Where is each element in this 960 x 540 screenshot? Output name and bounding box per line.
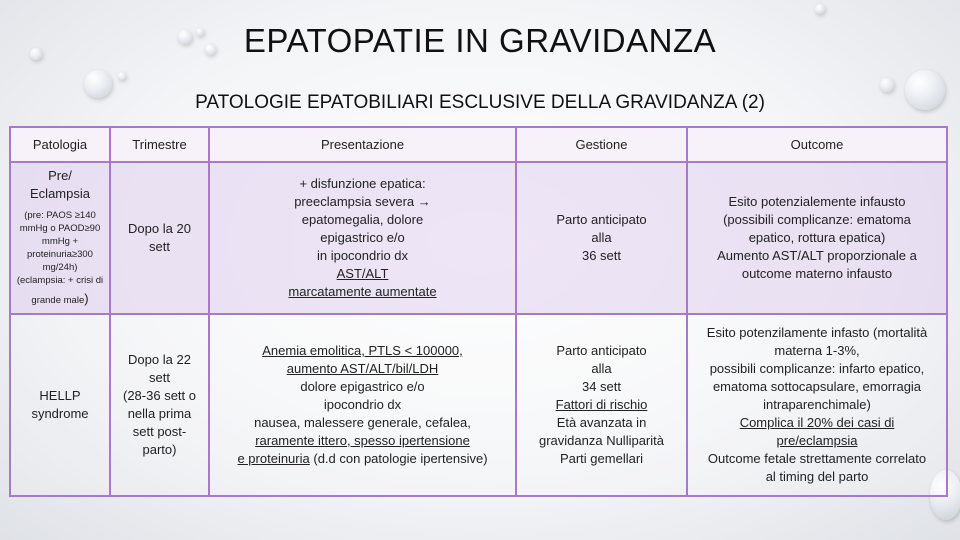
criteria-text: mmHg + <box>41 235 79 247</box>
presentazione-text: (d.d con patologie ipertensive) <box>309 451 488 466</box>
slide-subtitle: PATOLOGIE EPATOBILIARI ESCLUSIVE DELLA GRAVIDANZA (2) <box>195 92 765 113</box>
outcome-text: Outcome fetale strettamente correlato <box>707 451 927 466</box>
outcome-text: ematoma sottocapsulare, emorragia <box>712 379 922 394</box>
outcome-text: possibili complicanze: infarto epatico, <box>709 361 925 376</box>
presentazione-text: marcatamente aumentate <box>288 284 437 299</box>
presentazione-text: nausea, malessere generale, cefalea, <box>254 415 471 430</box>
cell-presentazione <box>209 162 516 314</box>
cell-trimestre <box>110 162 209 314</box>
cell-outcome <box>687 314 947 496</box>
presentazione-text: epatomegalia, dolore <box>301 212 424 227</box>
gestione-text: gravidanza Nulliparità <box>538 433 664 448</box>
gestione-text: alla <box>591 361 612 376</box>
outcome-text: outcome materno infausto <box>741 266 893 281</box>
pathology-name: Pre/ <box>48 167 72 183</box>
trimestre-text: sett <box>149 370 170 385</box>
pathology-name: HELLP <box>39 388 81 403</box>
presentazione-text: raramente ittero, spesso ipertensione <box>255 433 470 448</box>
header-gestione: Gestione <box>516 127 687 162</box>
cell-outcome <box>687 162 947 314</box>
cell-gestione <box>516 314 687 496</box>
presentazione-text: e proteinuria <box>237 451 310 466</box>
presentazione-text: aumento AST/ALT/bil/LDH <box>286 361 439 376</box>
water-drop <box>815 4 825 14</box>
outcome-text: Esito potenzilamente infasto (mortalità <box>706 325 928 340</box>
gestione-text: Parto anticipato <box>556 212 647 227</box>
table-header-row <box>10 127 947 162</box>
outcome-text: materna 1-3%, <box>774 343 860 358</box>
gestione-text: Fattori di rischio <box>555 397 648 412</box>
presentazione-text: ipocondrio dx <box>323 397 402 412</box>
table-row-hellp <box>10 314 947 496</box>
trimestre-text: Dopo la 20 <box>128 221 191 236</box>
arrow-right-icon: → <box>417 194 431 209</box>
outcome-text: intraparenchimale) <box>763 397 871 412</box>
header-trimestre: Trimestre <box>110 127 209 162</box>
outcome-text: Aumento AST/ALT proporzionale a <box>717 248 917 263</box>
gestione-text: 36 sett <box>581 248 622 263</box>
gestione-text: Parto anticipato <box>556 343 647 358</box>
outcome-text: al timing del parto <box>765 469 869 484</box>
trimestre-text: parto) <box>142 442 177 457</box>
gestione-text: alla <box>591 230 612 245</box>
criteria-text: proteinuria≥300 <box>27 248 93 260</box>
trimestre-text: sett post- <box>132 424 187 439</box>
cell-trimestre <box>110 314 209 496</box>
criteria-bracket: ) <box>84 290 89 306</box>
outcome-text: Esito potenzialemente infausto <box>728 194 906 209</box>
cell-gestione <box>516 162 687 314</box>
criteria-text: (eclampsia: + crisi di <box>16 274 104 286</box>
criteria-text: mg/24h) <box>42 261 78 273</box>
trimestre-text: Dopo la 22 <box>128 352 191 367</box>
outcome-text: pre/eclampsia <box>776 433 858 448</box>
presentazione-text: preeclampsia severa <box>294 194 415 209</box>
criteria-text: grande male <box>31 294 85 306</box>
gestione-text: Età avanzata in <box>556 415 647 430</box>
pathology-table <box>9 126 948 497</box>
header-presentazione: Presentazione <box>209 127 516 162</box>
pathology-name: Eclampsia <box>30 185 90 201</box>
presentazione-text: epigastrico e/o <box>320 230 405 245</box>
criteria-text: mmHg o PAOD≥90 <box>19 222 101 234</box>
outcome-text: Complica il 20% dei casi di <box>739 415 895 430</box>
outcome-text: (possibili complicanze: ematoma <box>723 212 911 227</box>
cell-patologia <box>10 162 110 314</box>
pathology-name: syndrome <box>31 406 89 421</box>
water-drop <box>880 78 894 92</box>
gestione-text: Parti gemellari <box>559 451 644 466</box>
gestione-text: 34 sett <box>581 379 622 394</box>
slide-title: EPATOPATIE IN GRAVIDANZA <box>243 22 717 59</box>
trimestre-text: (28-36 sett o <box>123 388 196 403</box>
criteria-text: (pre: PAOS ≥140 <box>24 209 96 221</box>
presentazione-text: in ipocondrio dx <box>316 248 409 263</box>
presentazione-text: AST/ALT <box>336 266 389 281</box>
cell-patologia <box>10 314 110 496</box>
presentazione-text: dolore epigastrico e/o <box>300 379 425 394</box>
presentazione-text: + disfunzione epatica: <box>299 176 426 191</box>
header-patologia: Patologia <box>10 127 110 162</box>
trimestre-text: sett <box>149 239 170 254</box>
presentazione-text: Anemia emolitica, PTLS < 100000, <box>262 343 463 358</box>
cell-presentazione <box>209 314 516 496</box>
trimestre-text: nella prima <box>127 406 192 421</box>
header-outcome: Outcome <box>687 127 947 162</box>
outcome-text: epatico, rottura epatica) <box>748 230 886 245</box>
table-row-eclampsia <box>10 162 947 314</box>
water-drop <box>118 72 126 80</box>
